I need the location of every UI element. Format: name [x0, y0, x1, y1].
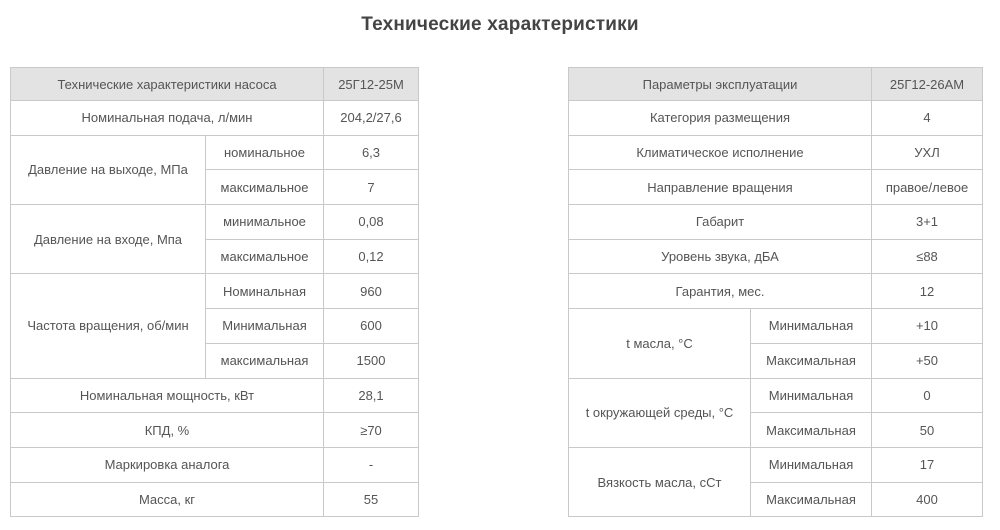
- sub-label: Максимальная: [751, 343, 872, 378]
- row-value: 3+1: [872, 205, 983, 240]
- row-value: -: [324, 447, 419, 482]
- sub-label: Минимальная: [751, 309, 872, 344]
- row-value: +50: [872, 343, 983, 378]
- table-row: [569, 309, 983, 344]
- group-label: Давление на выходе, МПа: [11, 135, 206, 204]
- group-label: t окружающей среды, °С: [569, 378, 751, 447]
- sub-label: максимальная: [206, 343, 324, 378]
- row-value: правое/левое: [872, 170, 983, 205]
- table-row: [569, 135, 983, 170]
- row-value: 0: [872, 378, 983, 413]
- row-label: Направление вращения: [569, 170, 872, 205]
- sub-label: Номинальная: [206, 274, 324, 309]
- row-value: 0,08: [324, 205, 419, 240]
- sub-label: Минимальная: [206, 309, 324, 344]
- table-row: [11, 447, 419, 482]
- table-row: [11, 413, 419, 448]
- row-value: 204,2/27,6: [324, 101, 419, 136]
- page-title: Технические характеристики: [361, 14, 639, 35]
- table-row: [569, 101, 983, 136]
- table-header-row: [569, 68, 983, 101]
- row-label: Категория размещения: [569, 101, 872, 136]
- table-row: [569, 447, 983, 482]
- group-label: Вязкость масла, сСт: [569, 447, 751, 516]
- sub-label: Минимальная: [751, 378, 872, 413]
- row-label: Номинальная мощность, кВт: [11, 378, 324, 413]
- row-value: ≥70: [324, 413, 419, 448]
- group-label: Давление на входе, Мпа: [11, 205, 206, 274]
- row-value: УХЛ: [872, 135, 983, 170]
- row-label: Уровень звука, дБА: [569, 239, 872, 274]
- pump-spec-table: [10, 67, 419, 517]
- table-row: [569, 239, 983, 274]
- table-row: [569, 170, 983, 205]
- row-value: 55: [324, 482, 419, 517]
- sub-label: Максимальная: [751, 482, 872, 517]
- table-row: [569, 274, 983, 309]
- table-header-row: [11, 68, 419, 101]
- header-cell-model: 25Г12-26АМ: [872, 68, 983, 101]
- row-value: 600: [324, 309, 419, 344]
- sub-label: Максимальная: [751, 413, 872, 448]
- row-label: Номинальная подача, л/мин: [11, 101, 324, 136]
- row-value: 1500: [324, 343, 419, 378]
- sub-label: максимальное: [206, 239, 324, 274]
- header-cell-parameter: Параметры эксплуатации: [569, 68, 872, 101]
- header-cell-model: 25Г12-25М: [324, 68, 419, 101]
- sub-label: максимальное: [206, 170, 324, 205]
- row-label: Масса, кг: [11, 482, 324, 517]
- row-value: 0,12: [324, 239, 419, 274]
- group-label: Частота вращения, об/мин: [11, 274, 206, 378]
- sub-label: минимальное: [206, 205, 324, 240]
- table-row: [569, 378, 983, 413]
- table-row: [11, 482, 419, 517]
- table-row: [11, 205, 419, 240]
- table-row: [11, 135, 419, 170]
- sub-label: номинальное: [206, 135, 324, 170]
- row-value: 12: [872, 274, 983, 309]
- row-label: Климатическое исполнение: [569, 135, 872, 170]
- table-row: [11, 101, 419, 136]
- row-value: 7: [324, 170, 419, 205]
- row-value: 400: [872, 482, 983, 517]
- row-value: +10: [872, 309, 983, 344]
- group-label: t масла, °С: [569, 309, 751, 378]
- row-value: 50: [872, 413, 983, 448]
- row-value: 6,3: [324, 135, 419, 170]
- row-label: Маркировка аналога: [11, 447, 324, 482]
- row-value: 4: [872, 101, 983, 136]
- row-label: Гарантия, мес.: [569, 274, 872, 309]
- row-value: 960: [324, 274, 419, 309]
- sub-label: Минимальная: [751, 447, 872, 482]
- table-row: [11, 274, 419, 309]
- table-row: [11, 378, 419, 413]
- operation-params-table: [568, 67, 983, 517]
- header-cell-parameter: Технические характеристики насоса: [11, 68, 324, 101]
- row-value: ≤88: [872, 239, 983, 274]
- row-value: 28,1: [324, 378, 419, 413]
- row-label: Габарит: [569, 205, 872, 240]
- row-label: КПД, %: [11, 413, 324, 448]
- table-row: [569, 205, 983, 240]
- row-value: 17: [872, 447, 983, 482]
